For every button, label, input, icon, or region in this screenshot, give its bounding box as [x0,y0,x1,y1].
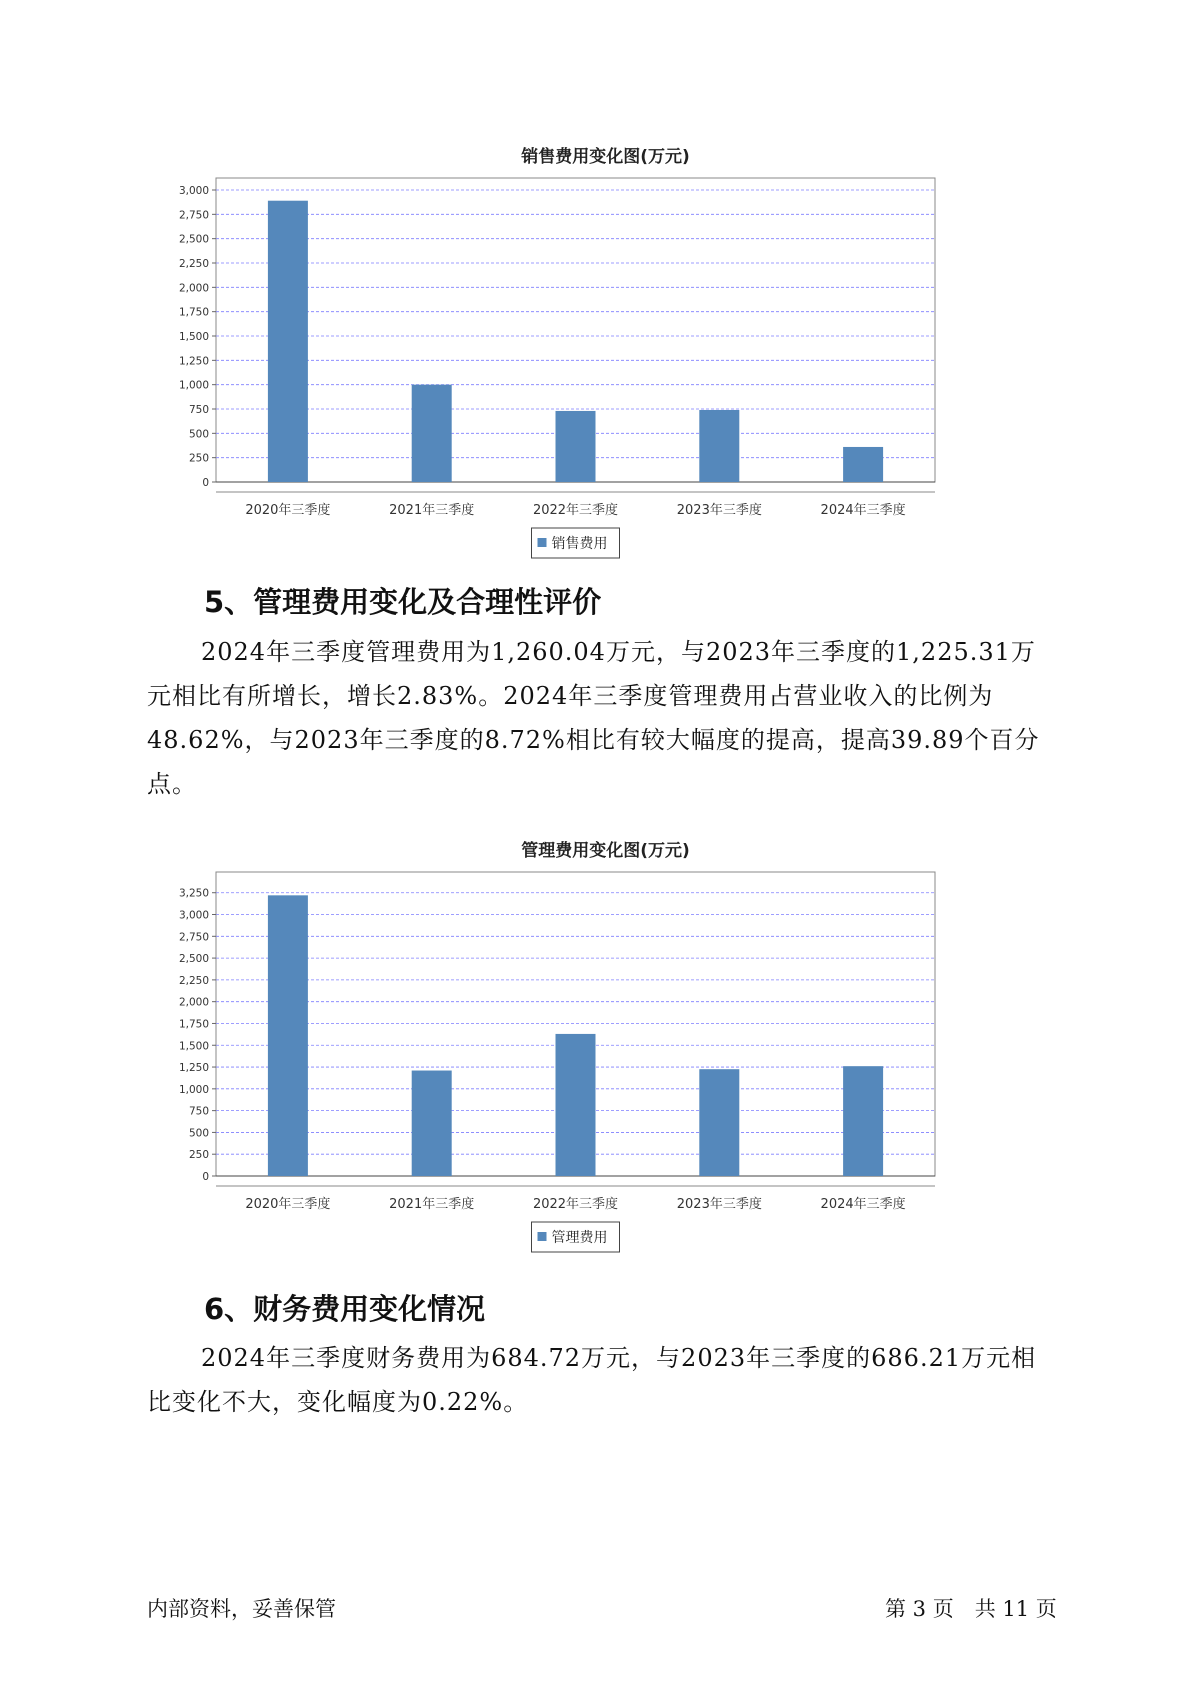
y-tick-label: 2,750 [178,209,209,222]
y-tick-label: 1,500 [178,1040,209,1053]
admin-expense-chart [160,834,1020,1254]
chart-title: 销售费用变化图(万元) [521,147,690,167]
bar-1 [268,895,308,1176]
bar-5 [843,1066,883,1176]
section-title-admin-expense: 5、管理费用变化及合理性评价 [204,585,602,619]
x-tick-label: 2021年三季度 [389,1197,475,1212]
footer-confidential-note: 内部资料，妥善保管 [147,1597,336,1621]
y-tick-label: 250 [188,452,209,465]
y-tick-label: 2,250 [178,974,209,987]
section-title-finance-expense: 6、财务费用变化情况 [204,1292,486,1326]
x-tick-label: 2020年三季度 [245,503,331,518]
bar-2 [412,1071,452,1176]
bar-4 [699,1069,739,1176]
x-tick-label: 2021年三季度 [389,503,475,518]
legend-label: 管理费用 [551,1230,608,1246]
sales-expense-chart-svg [160,140,1020,560]
y-tick-label: 2,500 [178,233,209,246]
y-tick-label: 500 [188,428,209,441]
admin-expense-chart-svg [160,834,1020,1254]
y-tick-label: 2,750 [178,931,209,944]
bar-4 [699,410,739,482]
y-tick-label: 1,250 [178,355,209,368]
x-tick-label: 2022年三季度 [532,1197,619,1212]
sales-expense-chart [160,140,1020,560]
bar-3 [556,411,596,482]
y-tick-label: 250 [188,1149,209,1162]
y-tick-label: 1,750 [178,1018,209,1031]
legend-swatch [538,538,547,547]
y-tick-label: 0 [202,477,209,489]
x-tick-label: 2023年三季度 [676,503,762,518]
y-tick-label: 0 [202,1171,209,1183]
y-tick-label: 2,000 [178,996,209,1009]
y-tick-label: 3,250 [178,887,209,900]
x-tick-label: 2022年三季度 [532,503,619,518]
y-tick-label: 750 [188,404,209,416]
chart-title: 管理费用变化图(万元) [521,841,690,861]
x-tick-label: 2020年三季度 [245,1197,331,1212]
bar-5 [843,447,883,482]
paragraph-admin-expense: 2024年三季度管理费用为1,260.04万元，与2023年三季度的1,225.31万元相比有所增长，增长2.83%。2024年三季度管理费用占营业收入的比例为48.62%，与2023年三季度的8.72%相比有较大幅度的提高，提高39.89个百分点。 [147,638,1040,798]
bar-2 [412,385,452,482]
y-tick-label: 2,000 [178,282,209,295]
legend-swatch [538,1232,547,1241]
x-tick-label: 2024年三季度 [820,1197,906,1212]
y-tick-label: 1,000 [178,379,209,392]
x-tick-label: 2023年三季度 [676,1197,762,1212]
y-tick-label: 1,500 [178,331,209,343]
x-tick-label: 2024年三季度 [820,503,906,518]
y-tick-label: 2,500 [178,953,209,966]
y-tick-label: 3,000 [178,185,209,197]
bar-3 [556,1034,596,1176]
paragraph-finance-expense: 2024年三季度财务费用为684.72万元，与2023年三季度的686.21万元相比变化不大，变化幅度为0.22%。 [147,1344,1037,1416]
y-tick-label: 750 [188,1105,209,1118]
legend-label: 销售费用 [551,536,608,552]
footer-page-number: 第 3 页 共 11 页 [885,1597,1057,1621]
bar-1 [268,201,308,482]
y-tick-label: 3,000 [178,909,209,922]
y-tick-label: 1,750 [178,306,209,319]
y-tick-label: 500 [188,1127,209,1140]
y-tick-label: 2,250 [178,258,209,270]
y-tick-label: 1,250 [178,1062,209,1075]
y-tick-label: 1,000 [178,1083,209,1096]
